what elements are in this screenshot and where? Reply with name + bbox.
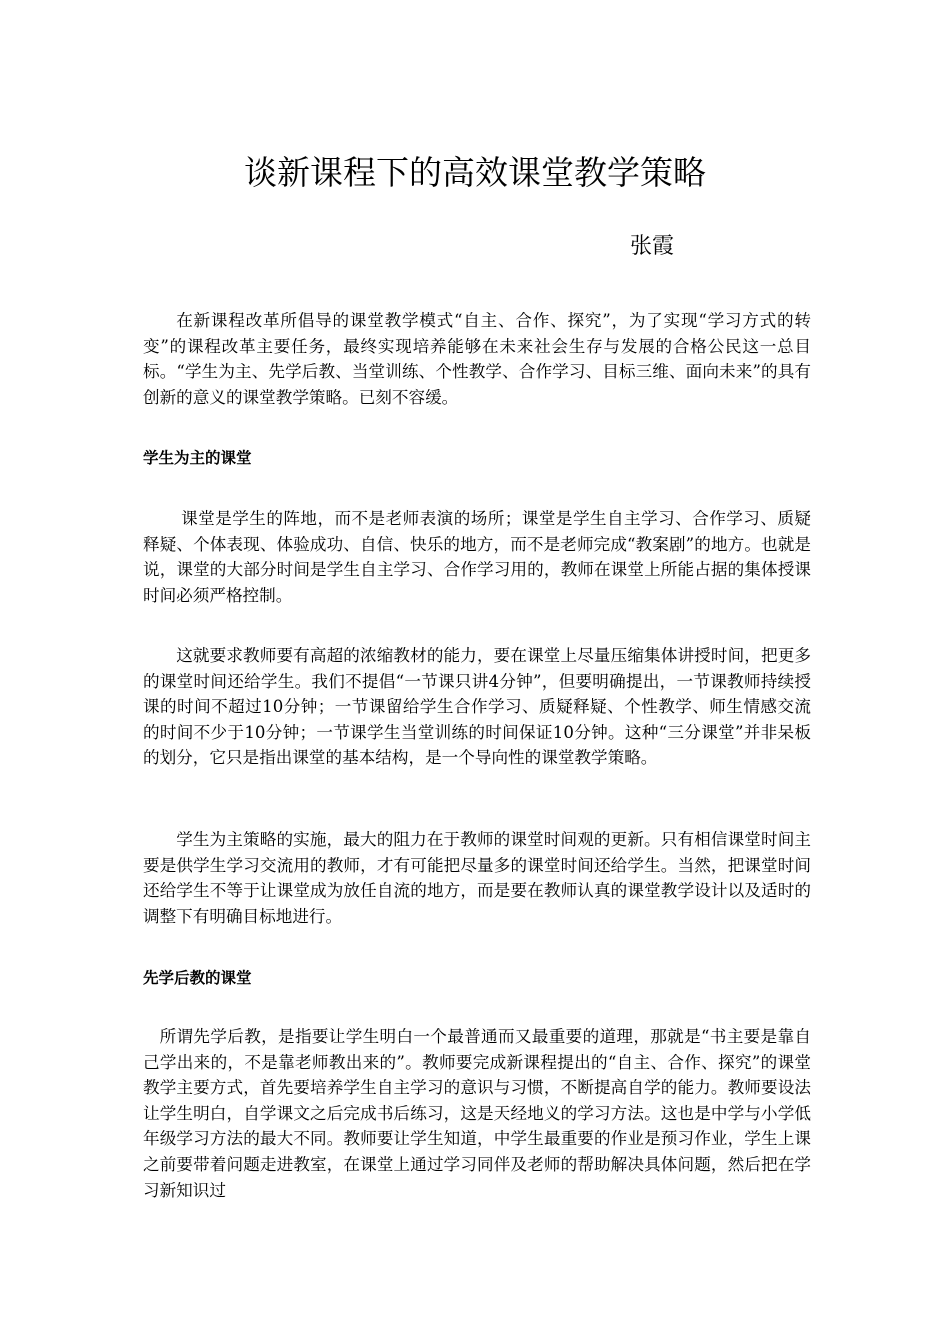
section-1-paragraph-2: 这就要求教师要有高超的浓缩教材的能力，要在课堂上尽量压缩集体讲授时间，把更多的课堂时间还给学生。我们不提倡“一节课只讲4分钟”，但要明确提出，一节课教师持续授课的时间不超过10分钟；一节课留给学生合作学习、质疑释疑、个性教学、师生情感交流的时间不少于10分钟；一节课学生当堂训练的时间保证10分钟。这种“三分课堂”并非呆板的划分，它只是指出课堂的基本结构，是一个导向性的课堂教学策略。 [143,646,811,768]
document-title: 谈新课程下的高效课堂教学策略 [244,153,706,192]
author-name: 张霞 [630,234,675,259]
section-2-paragraph-1: 所谓先学后教，是指要让学生明白一个最普通而又最重要的道理，那就是“书主要是靠自己学出来的，不是靠老师教出来的”。教师要完成新课程提出的“自主、合作、探究”的课堂教学主要方式，首先要培养学生自主学习的意识与习惯，不断提高自学的能力。教师要设法让学生明白，自学课文之后完成书后练习，这是天经地义的学习方法。这也是中学与小学低年级学习方法的最大不同。教师要让学生知道，中学生最重要的作业是预习作业，学生上课之前要带着问题走进教室，在课堂上通过学习同伴及老师的帮助解决具体问题，然后把在学习新知识过 [143,1027,811,1200]
section-1-paragraph-3: 学生为主策略的实施，最大的阻力在于教师的课堂时间观的更新。只有相信课堂时间主要是供学生学习交流用的教师，才有可能把尽量多的课堂时间还给学生。当然，把课堂时间还给学生不等于让课堂成为放任自流的地方，而是要在教师认真的课堂教学设计以及适时的调整下有明确目标地进行。 [143,830,811,926]
section-heading-students-first: 学生为主的课堂 [143,449,252,467]
section-heading-learn-before-teach: 先学后教的课堂 [143,969,252,987]
intro-paragraph: 在新课程改革所倡导的课堂教学模式“自主、合作、探究”，为了实现“学习方式的转变”的课程改革主要任务，最终实现培养能够在未来社会生存与发展的合格公民这一总目标。“学生为主、先学后教、当堂训练、个性教学、合作学习、目标三维、面向未来”的具有创新的意义的课堂教学策略。已刻不容缓。 [143,311,811,407]
section-1-paragraph-1: 课堂是学生的阵地，而不是老师表演的场所；课堂是学生自主学习、合作学习、质疑释疑、个体表现、体验成功、自信、快乐的地方，而不是老师完成“教案剧”的地方。也就是说，课堂的大部分时间是学生自主学习、合作学习用的，教师在课堂上所能占据的集体授课时间必须严格控制。 [143,509,811,605]
